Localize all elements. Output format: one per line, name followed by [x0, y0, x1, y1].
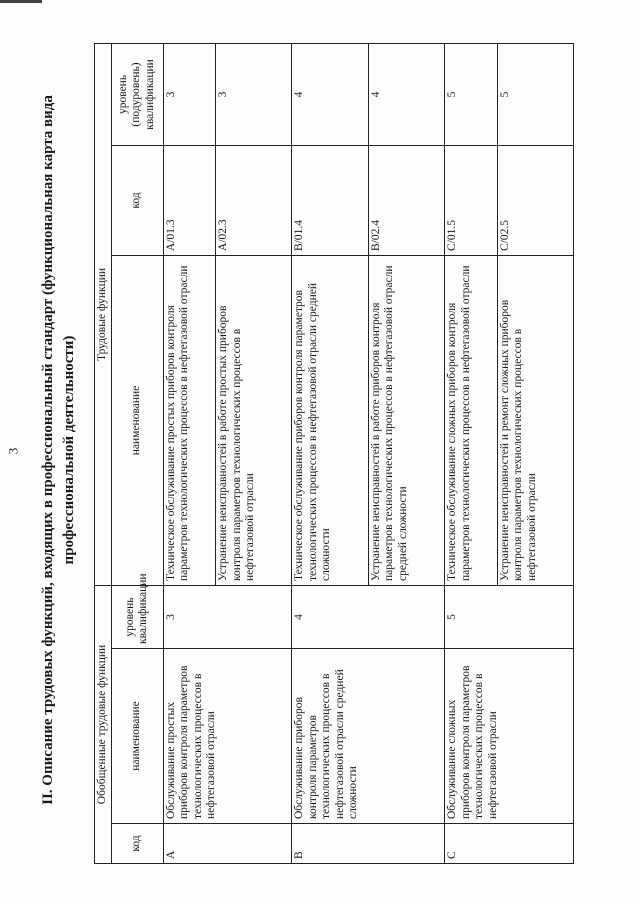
function-level: 3 — [216, 43, 292, 145]
page-number: 3 — [5, 447, 21, 455]
group-name: Обслуживание сложных приборов контроля параметров технологических процессов в нефтегазовой отрасли — [445, 649, 574, 824]
group-code: A — [163, 824, 292, 864]
col-header-code: код — [111, 824, 163, 864]
table-row — [445, 43, 498, 863]
function-level: 4 — [368, 43, 444, 145]
col-header-function-code: код — [111, 145, 163, 255]
group-code: B — [292, 824, 445, 864]
col-header-sublevel: уровень (подуровень) квалификации — [111, 43, 163, 145]
functional-map-table — [94, 43, 574, 864]
col-header-level: уровень квалификации — [111, 585, 163, 648]
group-level: 3 — [163, 585, 292, 648]
group-code: C — [445, 824, 574, 864]
function-name: Техническое обслуживание сложных приборов контроля параметров технологических процессов в нефтегазовой отрасли — [445, 255, 498, 585]
function-name: Устранение неисправностей в работе приборов контроля параметров технологических процессов в нефтегазовой отрасли средней сложности — [368, 255, 444, 585]
table-row — [163, 43, 216, 863]
function-name: Устранение неисправностей и ремонт сложных приборов контроля параметров технологических процессов в нефтегазовой отрасли — [497, 255, 573, 585]
col-header-name: наименование — [111, 649, 163, 824]
function-code: B/02.4 — [368, 145, 444, 255]
function-code: C/02.5 — [497, 145, 573, 255]
functional-map-table-container — [94, 44, 574, 864]
group-level: 4 — [292, 585, 445, 648]
group-level: 5 — [445, 585, 574, 648]
generalized-functions-header: Обобщенные трудовые функции — [95, 585, 112, 863]
col-header-function-name: наименование — [111, 255, 163, 585]
function-level: 5 — [445, 43, 498, 145]
labor-functions-header: Трудовые функции — [95, 43, 112, 585]
group-name: Обслуживание приборов контроля параметров технологических процессов в нефтегазовой отрасли средней сложности — [292, 649, 445, 824]
table-row — [292, 43, 368, 863]
function-level: 4 — [292, 43, 368, 145]
function-name: Техническое обслуживание простых приборов контроля параметров технологических процессов в нефтегазовой отрасли — [163, 255, 216, 585]
section-title: II. Описание трудовых функций, входящих в профессиональный стандарт (функциональная карта вида профессиональной деятельности) — [40, 95, 77, 805]
function-name: Устранение неисправностей в работе простых приборов контроля параметров технологических процессов в нефтегазовой отрасли — [216, 255, 292, 585]
function-code: B/01.4 — [292, 145, 368, 255]
function-name: Техническое обслуживание приборов контроля параметров технологических процессов в нефтегазовой отрасли средней сложности — [292, 255, 368, 585]
function-level: 3 — [163, 43, 216, 145]
function-code: C/01.5 — [445, 145, 498, 255]
scan-mark — [0, 0, 42, 3]
group-name: Обслуживание простых приборов контроля параметров технологических процессов в нефтегазовой отрасли — [163, 649, 292, 824]
function-code: A/02.3 — [216, 145, 292, 255]
function-level: 5 — [497, 43, 573, 145]
function-code: A/01.3 — [163, 145, 216, 255]
